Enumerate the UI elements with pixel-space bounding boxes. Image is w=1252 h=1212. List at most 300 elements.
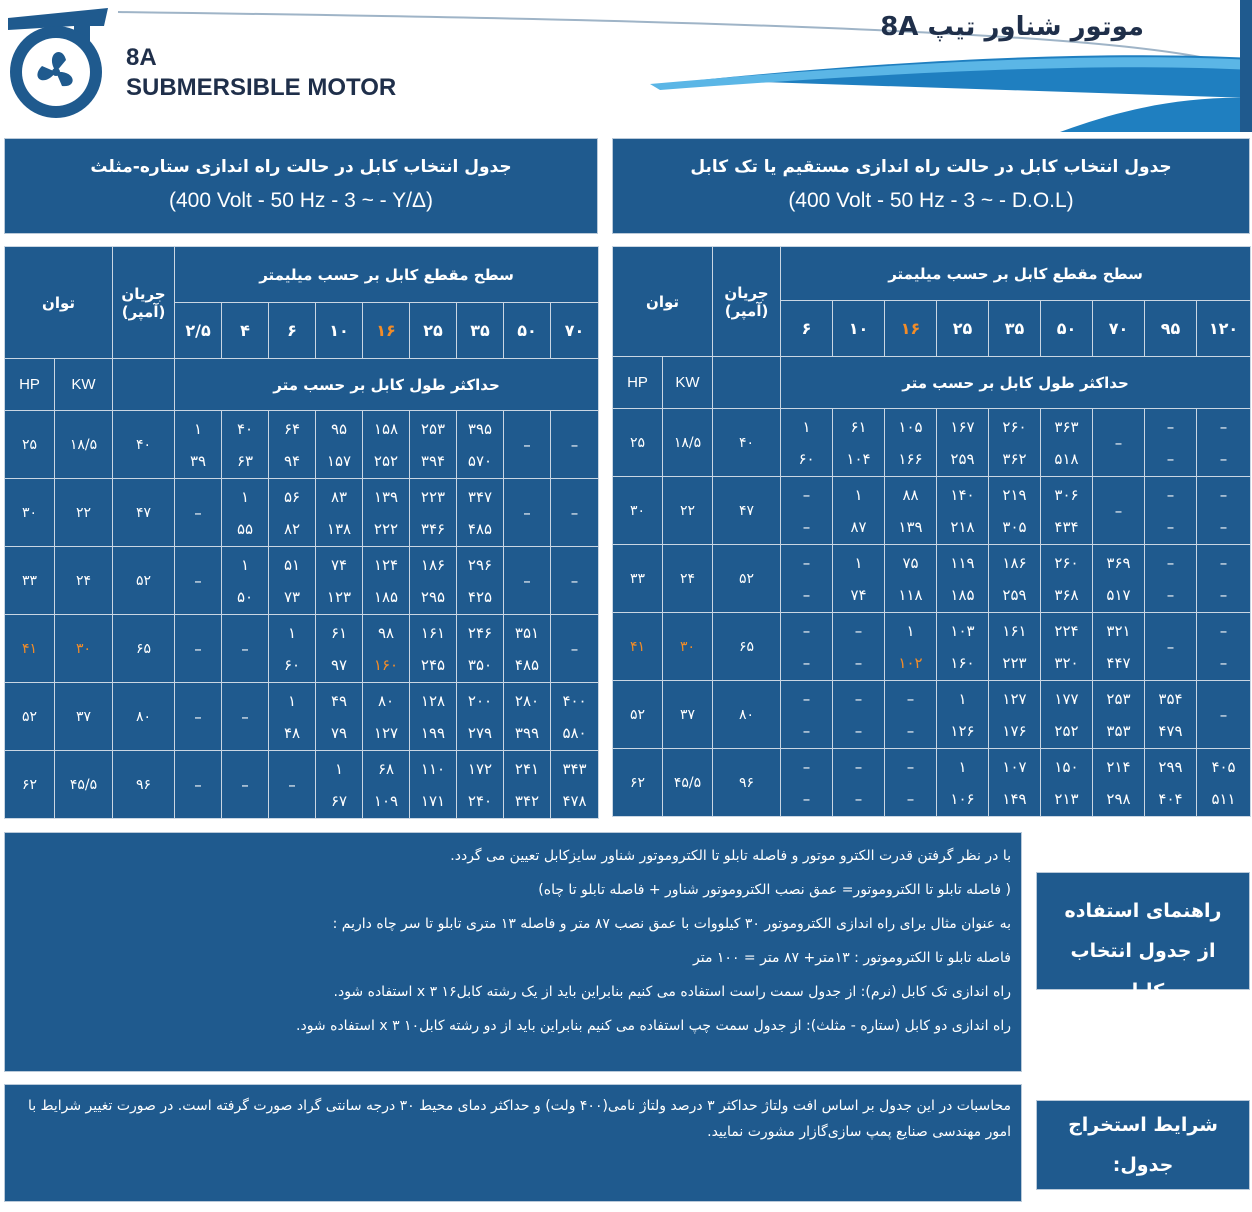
length-cell	[833, 545, 885, 613]
table-row	[5, 479, 599, 547]
length-value: ۴۰۴	[1158, 789, 1183, 808]
length-cell	[1197, 613, 1251, 681]
length-value: ۱۸۵	[373, 587, 399, 606]
length-value: –	[906, 721, 915, 740]
length-cell	[363, 547, 410, 615]
length-value: ۱۰۶	[950, 789, 975, 808]
length-cell	[504, 683, 551, 751]
hp-cell: ۵۲	[5, 683, 55, 751]
length-value: ۵۱۸	[1054, 449, 1079, 468]
length-value: –	[1166, 449, 1175, 468]
length-value: ۹۴	[283, 451, 301, 470]
length-cell	[989, 613, 1041, 681]
length-value: –	[802, 485, 811, 504]
length-value: ۲۱۴	[1106, 757, 1131, 776]
right-table-title-box	[612, 138, 1250, 234]
length-value: –	[854, 653, 863, 672]
kw-header: KW	[55, 359, 113, 411]
size-header: ۲۵	[937, 301, 989, 357]
length-cell	[781, 409, 833, 477]
length-value: –	[802, 689, 811, 708]
length-value: –	[854, 721, 863, 740]
length-value: ۱	[958, 757, 967, 776]
amp-cell: ۴۰	[713, 409, 781, 477]
length-value: ۱۳۸	[326, 519, 352, 538]
length-value: –	[194, 639, 202, 658]
length-value: ۱۷۷	[1054, 689, 1079, 708]
length-value: –	[854, 789, 863, 808]
length-cell	[1041, 613, 1093, 681]
table-row	[613, 477, 1251, 545]
length-value: ۳۶۲	[1002, 449, 1027, 468]
section-header: سطح مقطع کابل بر حسب میلیمتر	[175, 247, 599, 303]
length-value: –	[802, 585, 811, 604]
length-value: ۱۴۰	[950, 485, 975, 504]
length-value: ۴۸۵	[514, 655, 540, 674]
length-value: ۱۰۹	[373, 791, 399, 810]
length-cell	[222, 411, 269, 479]
length-value: –	[1219, 517, 1228, 536]
size-header: ۵۰	[1041, 301, 1093, 357]
length-cell	[1197, 681, 1251, 749]
length-cell	[1197, 409, 1251, 477]
length-value: –	[523, 571, 531, 590]
hp-cell: ۲۵	[5, 411, 55, 479]
length-cell	[1093, 749, 1145, 817]
length-cell	[885, 545, 937, 613]
length-cell	[885, 613, 937, 681]
current-header: جریان (آمپر)	[113, 247, 175, 359]
length-value: ۱۵۸	[373, 419, 399, 438]
length-cell	[457, 615, 504, 683]
length-value: –	[241, 707, 249, 726]
length-cell	[937, 681, 989, 749]
size-header: ۱۶	[363, 303, 410, 359]
length-cell	[222, 547, 269, 615]
amp-cell: ۴۷	[113, 479, 175, 547]
length-cell	[551, 751, 599, 819]
current-unit-blank	[113, 359, 175, 411]
length-value: ۲۷۹	[467, 723, 493, 742]
current-unit-blank	[713, 357, 781, 409]
length-value: ۲۸۰	[514, 691, 540, 710]
length-value: ۵۸۰	[562, 723, 587, 742]
table-row	[613, 681, 1251, 749]
length-cell	[363, 479, 410, 547]
kw-cell: ۳۷	[55, 683, 113, 751]
amp-cell: ۴۰	[113, 411, 175, 479]
hp-cell: ۴۱	[613, 613, 663, 681]
length-cell	[1041, 545, 1093, 613]
amp-cell: ۹۶	[113, 751, 175, 819]
size-header: ۶	[781, 301, 833, 357]
length-value: ۳۹۵	[467, 419, 493, 438]
length-cell	[1093, 409, 1145, 477]
length-value: –	[1219, 653, 1228, 672]
length-value: –	[194, 707, 202, 726]
length-value: ۱۸۶	[420, 555, 446, 574]
length-value: ۱	[193, 419, 203, 438]
length-cell	[833, 613, 885, 681]
length-cell	[410, 547, 457, 615]
length-value: ۱۲۷	[373, 723, 399, 742]
length-cell	[504, 615, 551, 683]
length-cell	[363, 751, 410, 819]
table-row	[5, 683, 599, 751]
length-value: ۲۲۴	[1054, 621, 1079, 640]
length-value: ۴۰۰	[562, 691, 587, 710]
length-value: –	[1114, 501, 1123, 520]
length-value: ۵۶	[283, 487, 301, 506]
length-cell	[1145, 409, 1197, 477]
length-value: ۶۰	[283, 655, 301, 674]
length-value: ۳۵۳	[1106, 721, 1131, 740]
hp-cell: ۶۲	[613, 749, 663, 817]
length-cell	[833, 749, 885, 817]
length-cell	[363, 683, 410, 751]
length-value: –	[194, 503, 202, 522]
length-value: –	[1219, 449, 1228, 468]
length-cell	[457, 751, 504, 819]
length-cell	[781, 613, 833, 681]
length-cell	[410, 751, 457, 819]
length-value: ۳۰۵	[1002, 517, 1027, 536]
length-value: –	[570, 571, 579, 590]
length-cell	[175, 615, 222, 683]
length-cell	[1041, 681, 1093, 749]
amp-cell: ۶۵	[113, 615, 175, 683]
length-cell	[885, 477, 937, 545]
power-header: توان	[613, 247, 713, 357]
length-value: ۵۱۷	[1106, 585, 1131, 604]
fan-logo-icon	[4, 4, 114, 124]
length-cell	[457, 479, 504, 547]
kw-cell: ۳۰	[55, 615, 113, 683]
brand-code: 8A	[126, 44, 157, 71]
left-table-title-box	[4, 138, 598, 234]
length-value: ۳۵۰	[467, 655, 493, 674]
size-header: ۷۰	[551, 303, 599, 359]
hp-cell: ۳۳	[5, 547, 55, 615]
size-header: ۴	[222, 303, 269, 359]
length-value: –	[1219, 585, 1228, 604]
length-cell	[1145, 749, 1197, 817]
length-value: ۲۵۲	[373, 451, 399, 470]
length-value: ۲۹۸	[1106, 789, 1131, 808]
length-cell	[316, 683, 363, 751]
conditions-box	[4, 1084, 1022, 1202]
amp-cell: ۹۶	[713, 749, 781, 817]
length-cell	[175, 751, 222, 819]
length-value: ۳۲۰	[1054, 653, 1079, 672]
amp-cell: ۶۵	[713, 613, 781, 681]
kw-cell: ۲۴	[55, 547, 113, 615]
length-value: –	[241, 775, 249, 794]
length-cell	[504, 547, 551, 615]
kw-header: KW	[663, 357, 713, 409]
table-row	[5, 615, 599, 683]
length-value: ۲۴۱	[514, 759, 540, 778]
guide-label	[1036, 872, 1250, 1002]
length-value: ۴۷۸	[562, 791, 587, 810]
size-header: ۱۰	[316, 303, 363, 359]
length-cell	[269, 411, 316, 479]
length-value: ۳۵۱	[514, 623, 540, 642]
length-cell	[222, 751, 269, 819]
length-cell	[222, 683, 269, 751]
table-row	[613, 613, 1251, 681]
length-value: ۱۲۴	[373, 555, 399, 574]
length-value: ۲۵۳	[1106, 689, 1131, 708]
table-row	[5, 411, 599, 479]
length-value: ۱	[906, 621, 915, 640]
length-cell	[316, 615, 363, 683]
length-value: ۱۶۱	[420, 623, 446, 642]
length-cell	[269, 683, 316, 751]
length-cell	[269, 615, 316, 683]
length-value: ۱	[854, 553, 863, 572]
current-header: جریان (آمپر)	[713, 247, 781, 357]
length-value: ۲۱۹	[1002, 485, 1027, 504]
guide-label-text: راهنمای استفاده از جدول انتخاب کابل	[1064, 900, 1222, 1002]
length-value: ۱	[958, 689, 967, 708]
length-value: ۳۰۶	[1054, 485, 1079, 504]
length-value: –	[802, 517, 811, 536]
length-cell	[781, 545, 833, 613]
length-value: ۱۷۱	[420, 791, 446, 810]
length-cell	[1093, 613, 1145, 681]
length-value: –	[194, 571, 202, 590]
left-cable-table	[4, 246, 599, 819]
length-value: ۳۲۱	[1106, 621, 1131, 640]
length-value: –	[1166, 585, 1175, 604]
length-value: ۶۳	[236, 451, 254, 470]
length-value: –	[1166, 553, 1175, 572]
length-value: ۱۲۳	[326, 587, 352, 606]
kw-cell: ۱۸/۵	[663, 409, 713, 477]
length-value: ۲۵۲	[1054, 721, 1079, 740]
length-value: ۱۶۱	[1002, 621, 1027, 640]
length-value: –	[1166, 417, 1175, 436]
length-value: ۵۱	[283, 555, 301, 574]
length-value: ۳۵۴	[1158, 689, 1183, 708]
length-value: –	[854, 757, 863, 776]
guide-line: با در نظر گرفتن قدرت الکترو موتور و فاصله تابلو تا الکتروموتور شناور سایزکابل تعیین می گردد.	[450, 848, 1011, 864]
table-row	[613, 409, 1251, 477]
table-row	[613, 545, 1251, 613]
length-value: ۱۷۶	[1002, 721, 1027, 740]
length-value: ۲۲۳	[420, 487, 446, 506]
length-value: ۱	[334, 759, 344, 778]
length-value: ۲۱۳	[1054, 789, 1079, 808]
length-value: ۲۲۲	[373, 519, 399, 538]
length-value: ۱۶۶	[898, 449, 923, 468]
length-value: ۷۹	[330, 723, 348, 742]
length-cell	[1197, 477, 1251, 545]
length-value: ۵۰	[236, 587, 254, 606]
length-value: ۵۷۰	[467, 451, 493, 470]
length-cell	[551, 615, 599, 683]
length-header: حداکثر طول کابل بر حسب متر	[781, 357, 1251, 409]
size-header: ۶	[269, 303, 316, 359]
length-value: ۱	[287, 623, 297, 642]
length-value: ۱۴۹	[1002, 789, 1027, 808]
right-table-body	[613, 409, 1251, 817]
length-value: ۲۴۶	[467, 623, 493, 642]
length-cell	[1145, 477, 1197, 545]
length-cell	[269, 751, 316, 819]
length-cell	[269, 547, 316, 615]
length-value: ۱۸۵	[950, 585, 975, 604]
length-value: ۱	[240, 487, 250, 506]
size-header: ۱۲۰	[1197, 301, 1251, 357]
length-value: ۲۶۰	[1002, 417, 1027, 436]
length-cell	[175, 683, 222, 751]
length-value: ۱۷۲	[467, 759, 493, 778]
length-value: –	[906, 689, 915, 708]
length-value: ۵۵	[236, 519, 254, 538]
size-header: ۱۶	[885, 301, 937, 357]
length-value: –	[802, 621, 811, 640]
kw-cell: ۴۵/۵	[55, 751, 113, 819]
length-value: ۸۷	[850, 517, 867, 536]
length-value: ۲۵۹	[1002, 585, 1027, 604]
length-value: ۱	[240, 555, 250, 574]
length-value: ۴۰۵	[1211, 757, 1236, 776]
guide-line: به عنوان مثال برای راه اندازی الکتروموتور ۳۰ کیلووات با عمق نصب ۸۷ متر و فاصله ۱۳ متری تابلو تا سر چاه داریم :	[332, 916, 1011, 932]
length-cell	[551, 411, 599, 479]
length-value: ۱	[287, 691, 297, 710]
length-value: ۸۰	[377, 691, 395, 710]
length-cell	[781, 749, 833, 817]
length-cell	[316, 411, 363, 479]
length-cell	[175, 411, 222, 479]
length-value: ۱۶۰	[373, 655, 399, 674]
guide-box	[4, 832, 1022, 1072]
length-cell	[833, 681, 885, 749]
length-value: ۱۹۹	[420, 723, 446, 742]
length-cell	[457, 547, 504, 615]
length-cell	[504, 479, 551, 547]
length-cell	[1041, 409, 1093, 477]
length-cell	[457, 683, 504, 751]
length-value: ۳۶۳	[1054, 417, 1079, 436]
length-cell	[316, 479, 363, 547]
length-value: ۴۰	[236, 419, 254, 438]
length-cell	[410, 479, 457, 547]
length-value: –	[1219, 705, 1228, 724]
length-value: ۱۶۰	[950, 653, 975, 672]
page-header	[0, 0, 1252, 132]
length-value: ۱	[802, 417, 811, 436]
length-value: ۳۶۸	[1054, 585, 1079, 604]
length-cell	[222, 479, 269, 547]
amp-cell: ۸۰	[713, 681, 781, 749]
length-value: –	[906, 757, 915, 776]
guide-line: راه اندازی دو کابل (ستاره - مثلث): از جدول سمت چپ استفاده می کنیم بنابراین باید از دو رشته کابل۱۰ x ۳ استفاده شود.	[296, 1018, 1011, 1034]
length-value: ۷۳	[283, 587, 301, 606]
length-cell	[1041, 749, 1093, 817]
length-value: –	[570, 503, 579, 522]
size-header: ۵۰	[504, 303, 551, 359]
conditions-label	[1036, 1100, 1250, 1190]
left-table-subtitle: (400 Volt - 50 Hz - 3 ~ - Y/Δ)	[169, 189, 433, 212]
kw-cell: ۴۵/۵	[663, 749, 713, 817]
size-header: ۲۵	[410, 303, 457, 359]
length-cell	[175, 479, 222, 547]
size-header: ۷۰	[1093, 301, 1145, 357]
length-cell	[937, 613, 989, 681]
length-value: –	[1114, 433, 1123, 452]
length-value: ۶۱	[330, 623, 348, 642]
length-cell	[989, 477, 1041, 545]
length-cell	[410, 411, 457, 479]
length-value: ۱	[854, 485, 863, 504]
guide-line: راه اندازی تک کابل (نرم): از جدول سمت راست استفاده می کنیم بنابراین باید از یک رشته کابل۱۶ x ۳ استفاده شود.	[333, 984, 1011, 1000]
length-cell	[1145, 613, 1197, 681]
amp-cell: ۸۰	[113, 683, 175, 751]
length-cell	[1093, 545, 1145, 613]
length-value: ۱۰۴	[846, 449, 871, 468]
guide-line: فاصله تابلو تا الکتروموتور : ۱۳متر+ ۸۷ متر = ۱۰۰ متر	[693, 950, 1011, 966]
length-cell	[989, 545, 1041, 613]
length-value: ۴۷۹	[1158, 721, 1183, 740]
length-value: ۴۳۴	[1054, 517, 1079, 536]
length-cell	[363, 411, 410, 479]
length-cell	[989, 409, 1041, 477]
length-cell	[504, 411, 551, 479]
length-value: ۸۸	[902, 485, 919, 504]
hp-cell: ۳۰	[613, 477, 663, 545]
length-value: –	[1219, 621, 1228, 640]
length-cell	[1093, 681, 1145, 749]
length-value: ۱۶۷	[950, 417, 975, 436]
hp-cell: ۴۱	[5, 615, 55, 683]
hp-cell: ۳۳	[613, 545, 663, 613]
length-value: –	[854, 621, 863, 640]
length-value: ۷۵	[902, 553, 919, 572]
length-cell	[1197, 545, 1251, 613]
length-value: –	[1166, 637, 1175, 656]
length-value: ۶۱	[850, 417, 867, 436]
length-cell	[937, 477, 989, 545]
length-value: –	[802, 789, 811, 808]
length-value: –	[802, 721, 811, 740]
length-value: ۲۹۹	[1158, 757, 1183, 776]
length-value: ۶۸	[377, 759, 395, 778]
length-value: ۴۹	[330, 691, 348, 710]
page-title: موتور شناور تیپ 8A	[880, 12, 1144, 42]
hp-cell: ۲۵	[613, 409, 663, 477]
length-value: ۳۴۷	[467, 487, 493, 506]
length-value: ۸۲	[283, 519, 301, 538]
amp-cell: ۵۲	[113, 547, 175, 615]
length-value: ۱۱۰	[420, 759, 446, 778]
length-value: ۱۰۷	[1002, 757, 1027, 776]
length-value: ۲۹۵	[420, 587, 446, 606]
length-value: ۹۸	[377, 623, 395, 642]
kw-cell: ۳۰	[663, 613, 713, 681]
hp-cell: ۶۲	[5, 751, 55, 819]
length-value: –	[1166, 485, 1175, 504]
length-value: –	[570, 435, 579, 454]
table-row	[613, 749, 1251, 817]
length-value: ۶۰	[798, 449, 815, 468]
length-cell	[781, 477, 833, 545]
length-value: –	[1219, 485, 1228, 504]
length-value: ۲۹۶	[467, 555, 493, 574]
length-cell	[363, 615, 410, 683]
